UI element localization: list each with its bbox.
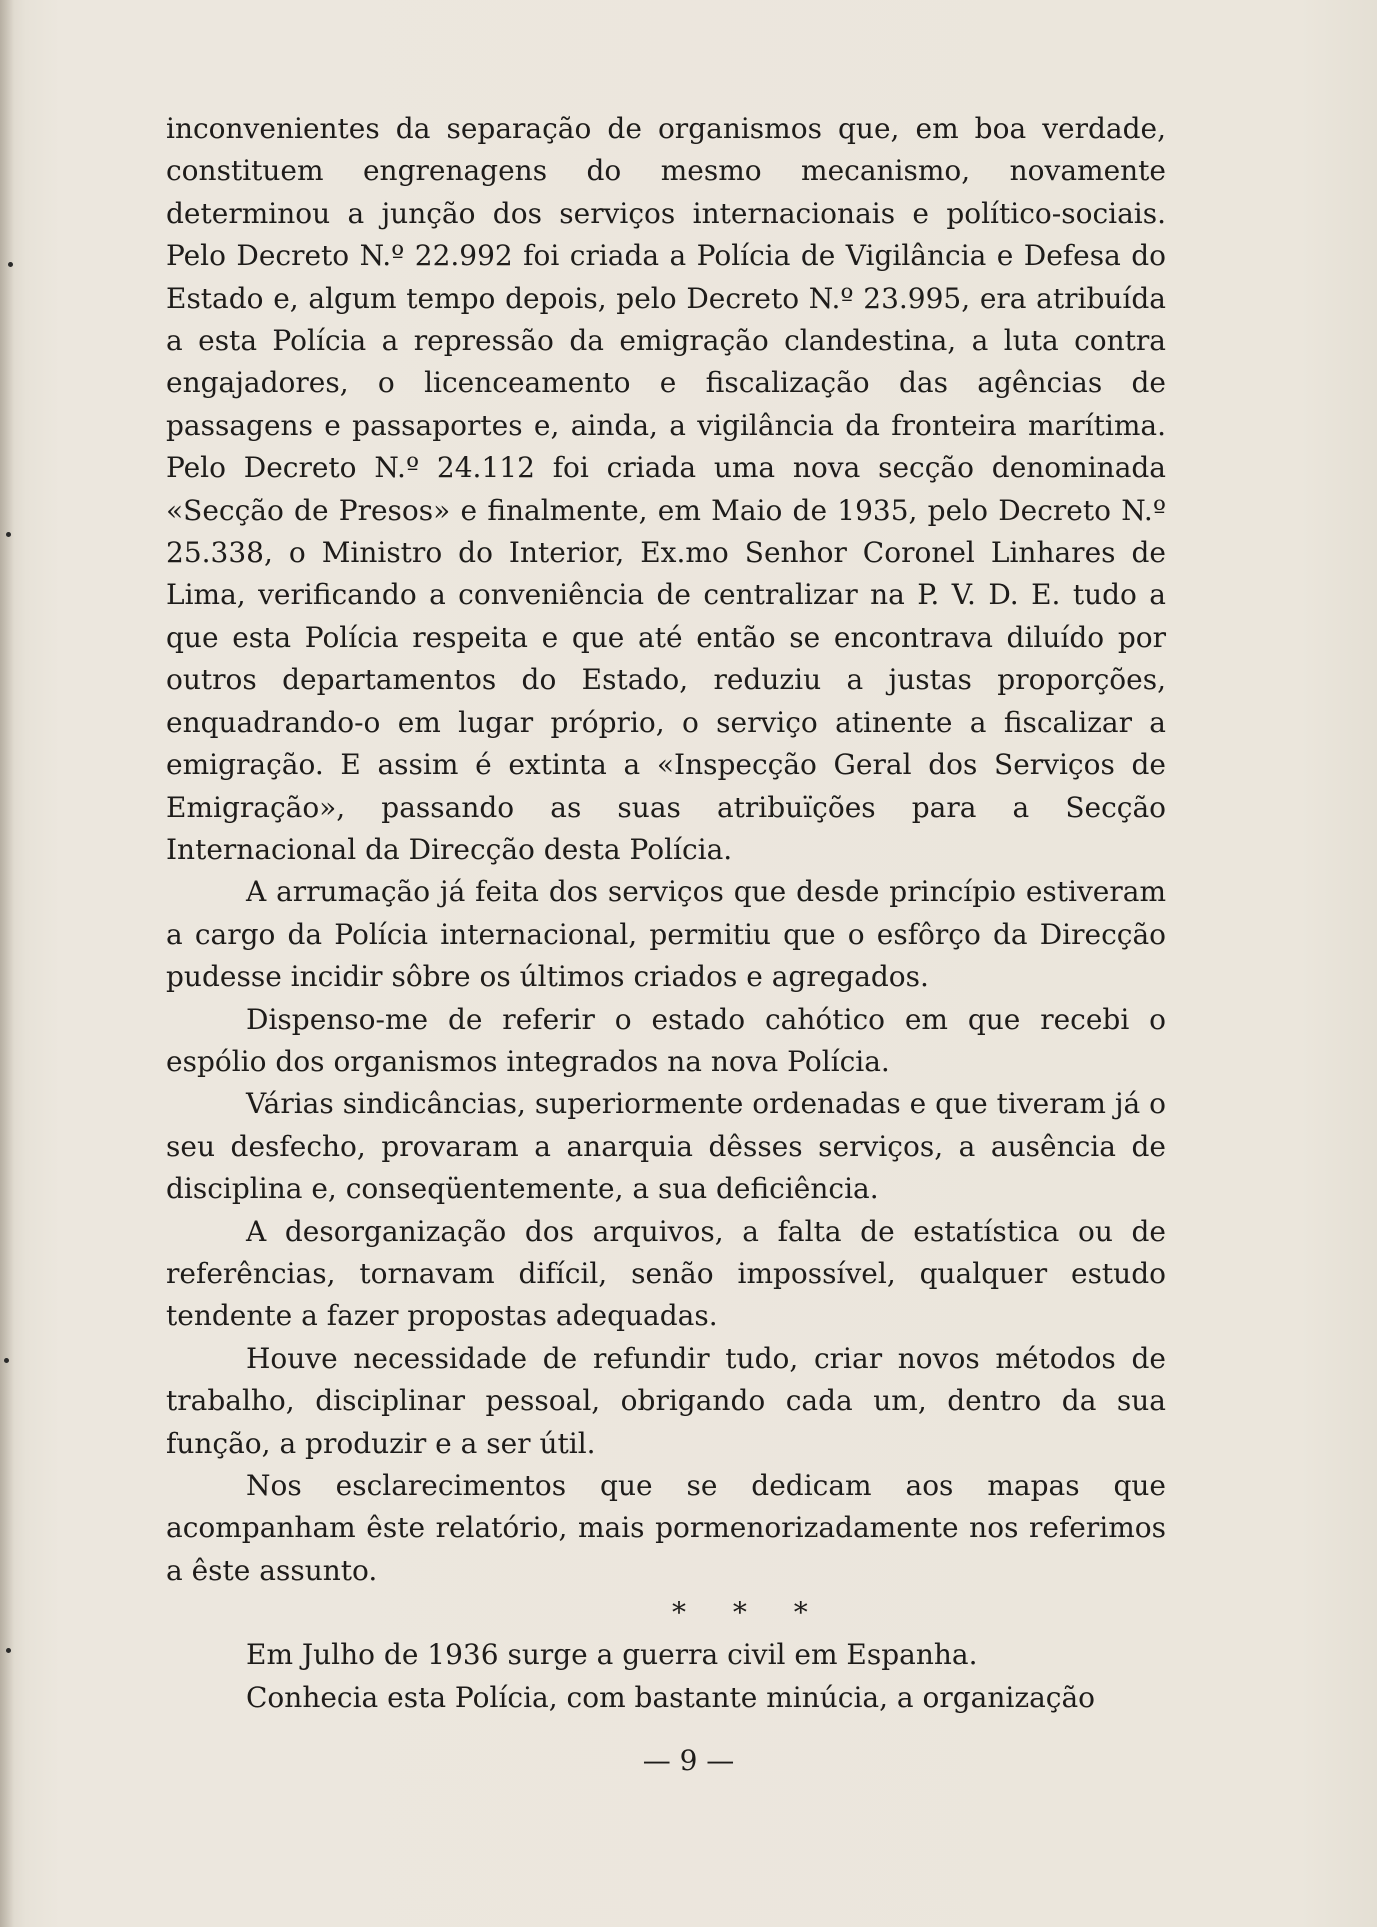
paragraph-2: A arrumação já feita dos serviços que desde princípio estiveram a cargo da Polícia internacional, permitiu que o esfôrço da Direcção pudesse incidir sôbre os últimos criados e agregados. [166, 875, 1166, 994]
scan-speck [8, 262, 13, 267]
paragraph-1: inconvenientes da separação de organismos que, em boa verdade, constituem engrenagens do mesmo mecanismo, novamente determinou a junção dos serviços internacionais e político-sociais. Pelo Decreto N.º 22.992 foi criada a Polícia de Vigilância e Defesa do Estado e, algum tempo depois, pelo Decreto N.º 23.995, era atribuída a esta Polícia a repressão da emigração clandestina, a luta contra engajadores, o licenceamento e fiscalização das agências de passagens e passaportes e, ainda, a vigilância da fronteira marítima. Pelo Decreto N.º 24.112 foi criada uma nova secção denominada «Secção de Presos» e finalmente, em Maio de 1935, pelo Decreto N.º 25.338, o Ministro do Interior, Ex.mo Senhor Coronel Linhares de Lima, verificando a conveniência de centralizar na P. V. D. E. tudo a que esta Polícia respeita e que até então se encontrava diluído por outros departamentos do Estado, reduziu a justas proporções, enquadrando-o em lugar próprio, o serviço atinente a fiscalizar a emigração. E assim é extinta a «Inspecção Geral dos Serviços de Emigração», passando as suas atribuïções para a Secção Internacional da Direcção desta Polícia. [166, 112, 1166, 866]
body-text [166, 108, 1166, 1719]
scan-speck [6, 1648, 11, 1653]
scan-speck [6, 532, 11, 537]
binding-shadow [0, 0, 14, 1927]
paragraph-4: Várias sindicâncias, superiormente ordenadas e que tiveram já o seu desfecho, provaram a anarquia dêsses serviços, a ausência de disciplina e, conseqüentemente, a sua deficiência. [166, 1087, 1166, 1206]
paragraph-5: A desorganização dos arquivos, a falta de estatística ou de referências, tornavam difícil, senão impossível, qualquer estudo tendente a fazer propostas adequadas. [166, 1214, 1166, 1333]
paragraph-8: Em Julho de 1936 surge a guerra civil em Espanha. [246, 1638, 978, 1672]
page-number: — 9 — [642, 1744, 735, 1777]
paragraph-9: Conhecia esta Polícia, com bastante minúcia, a organização [246, 1680, 1096, 1714]
scan-speck [4, 1358, 9, 1363]
paragraph-6: Houve necessidade de refundir tudo, criar novos métodos de trabalho, disciplinar pessoal, obrigando cada um, dentro da sua função, a produzir e a ser útil. [166, 1341, 1166, 1460]
paragraph-7: Nos esclarecimentos que se dedicam aos mapas que acompanham êste relatório, mais pormenorizadamente nos referimos a êste assunto. [166, 1469, 1166, 1587]
paragraph-3: Dispenso-me de referir o estado cahótico em que recebi o espólio dos organismos integrados na nova Polícia. [166, 1002, 1166, 1078]
section-separator: * * * [672, 1596, 808, 1630]
